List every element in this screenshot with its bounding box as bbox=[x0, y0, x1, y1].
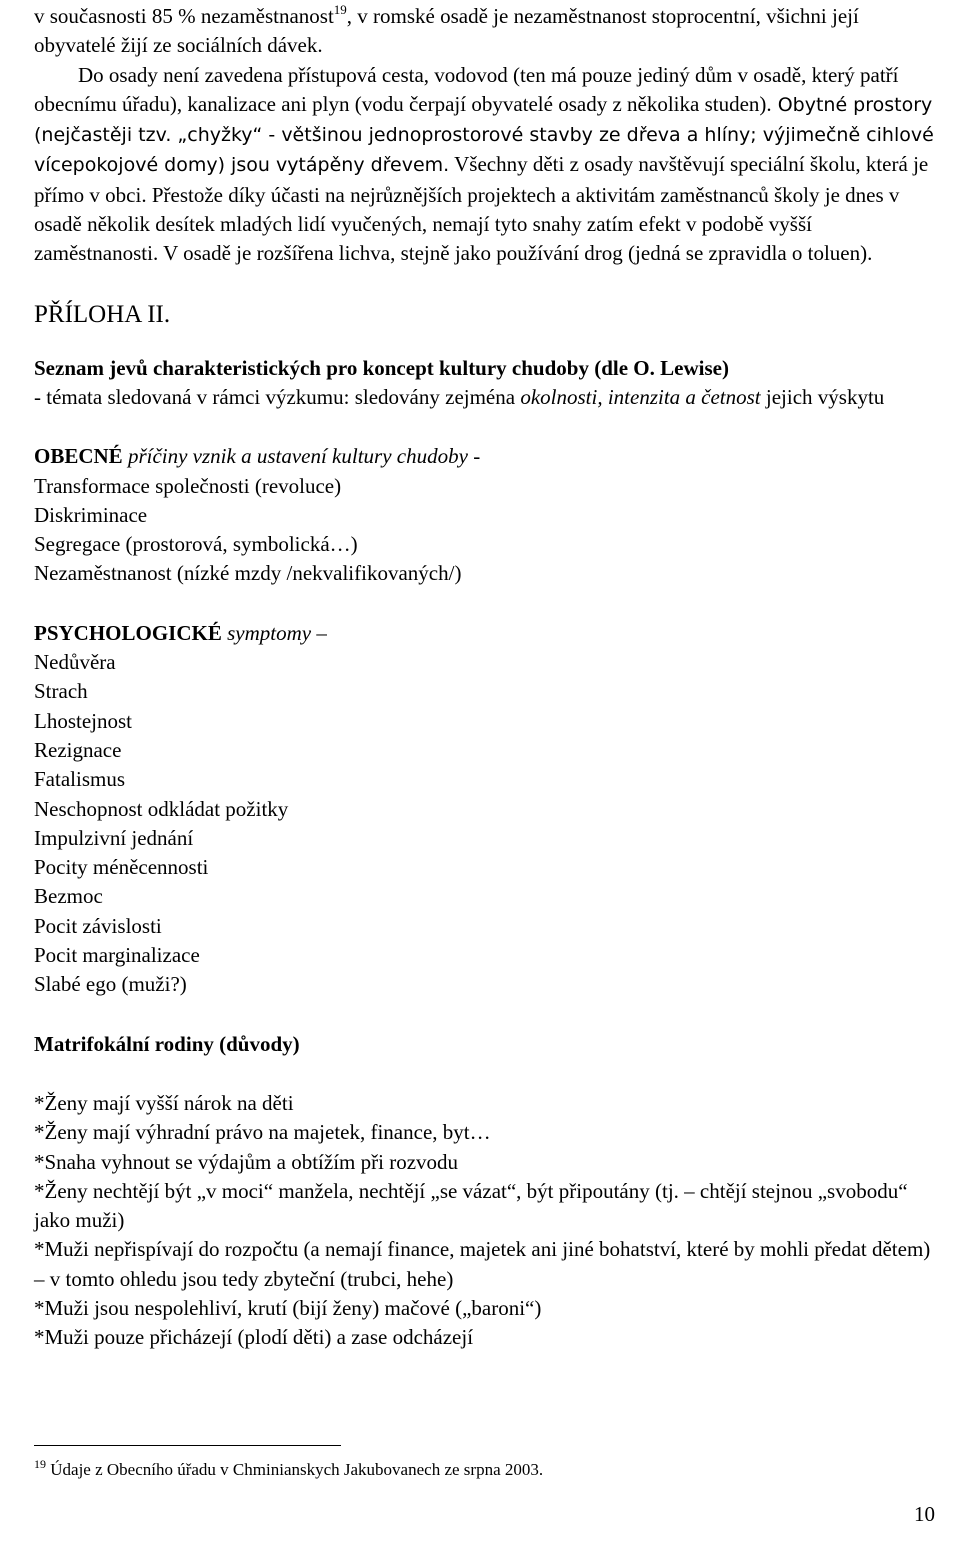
footnote-text: Údaje z Obecního úřadu v Chminianskych Jakubovanech ze srpna 2003. bbox=[46, 1460, 544, 1479]
intro-text-2c: Všechny děti z osady navštěvují speciální školu, která je přímo v obci. bbox=[34, 152, 929, 207]
matrifocal-reasons-list bbox=[34, 1089, 934, 1353]
list-item: Pocit marginalizace bbox=[34, 943, 200, 968]
intro-text-2a: Do osady není zavedena přístupová cesta, vodovod (ten má pouze jediný dům v osadě, který patří obecnímu úřadu), kanalizace ani plyn (vodu čerpají obyvatelé osady z několika studen). bbox=[34, 62, 899, 116]
intro-paragraph-1 bbox=[34, 2, 934, 61]
list-item: *Muži jsou nespolehliví, krutí (bijí ženy) mačové („baroni“) bbox=[34, 1295, 542, 1320]
list-heading: Seznam jevů charakteristických pro koncept kultury chudoby (dle O. Lewise) bbox=[34, 355, 729, 380]
list-item: Strach bbox=[34, 679, 88, 704]
intro-paragraph-2 bbox=[34, 61, 934, 269]
list-item: Diskriminace bbox=[34, 502, 148, 527]
list-item: Bezmoc bbox=[34, 884, 103, 909]
psychological-symptoms-heading bbox=[34, 619, 934, 648]
list-item: Slabé ego (muži?) bbox=[34, 972, 187, 997]
list-item: *Ženy nechtějí být „v moci“ manžela, nechtějí „se vázat“, být připoutány (tj. – chtějí stejnou „svobodu“ jako muži) bbox=[34, 1178, 908, 1233]
psychological-symptoms-list bbox=[34, 648, 934, 1000]
list-item: Impulzivní jednání bbox=[34, 825, 194, 850]
footnote-reference[interactable]: 19 bbox=[333, 2, 347, 17]
list-item: Pocity méněcennosti bbox=[34, 855, 209, 880]
psych-subtitle: symptomy – bbox=[221, 620, 327, 645]
list-item: Neschopnost odkládat požitky bbox=[34, 796, 289, 821]
footnote-divider bbox=[34, 1445, 341, 1446]
list-item: Transformace společnosti (revoluce) bbox=[34, 473, 342, 498]
matrifocal-families-heading: Matrifokální rodiny (důvody) bbox=[34, 1031, 300, 1056]
intro-text-2b: Obytné prostory (nejčastěji tzv. „chyžky“ - většinou jednoprostorové stavby ze dřeva a hlíny; výjimečně cihlové vícepokojové domy) jsou vytápěny dřevem. bbox=[34, 93, 934, 177]
page-number: 10 bbox=[914, 1502, 935, 1526]
topics-text: - témata sledovaná v rámci výzkumu: sledovány zejména bbox=[34, 384, 521, 409]
list-item: Rezignace bbox=[34, 737, 122, 762]
list-item: *Ženy mají vyšší nárok na děti bbox=[34, 1090, 294, 1115]
general-causes-list bbox=[34, 472, 934, 589]
list-item: *Snaha vyhnout se výdajům a obtížím při rozvodu bbox=[34, 1149, 459, 1174]
psych-label: PSYCHOLOGICKÉ bbox=[34, 620, 222, 645]
footnote-number: 19 bbox=[34, 1457, 46, 1471]
list-item: *Muži pouze přicházejí (plodí děti) a zase odcházejí bbox=[34, 1325, 474, 1350]
document-page bbox=[34, 2, 934, 1479]
list-item: Lhostejnost bbox=[34, 708, 132, 733]
list-item: Fatalismus bbox=[34, 767, 126, 792]
intro-text-1b: , v romské osadě je nezaměstnanost stoprocentní, všichni její obyvatelé žijí ze sociálních dávek. bbox=[34, 4, 859, 58]
intro-text-1a: v současnosti 85 % nezaměstnanost bbox=[34, 4, 334, 28]
list-item: Nedůvěra bbox=[34, 650, 116, 675]
general-causes-heading bbox=[34, 442, 934, 471]
general-dash: - bbox=[467, 444, 481, 469]
general-label: OBECNÉ bbox=[34, 444, 123, 469]
list-item: *Ženy mají výhradní právo na majetek, finance, byt… bbox=[34, 1120, 491, 1145]
list-item: Pocit závislosti bbox=[34, 913, 162, 938]
research-topics bbox=[34, 383, 934, 412]
topics-emphasis: okolnosti, intenzita a četnost bbox=[520, 384, 761, 409]
list-item: Nezaměstnanost (nízké mzdy /nekvalifikovaných/) bbox=[34, 561, 462, 586]
appendix-title: PŘÍLOHA II. bbox=[34, 300, 171, 328]
topics-tail: jejich výskytu bbox=[760, 384, 885, 409]
list-item: *Muži nepřispívají do rozpočtu (a nemají finance, majetek ani jiné bohatství, které by mohli předat dětem) – v tomto ohledu jsou tedy zbyteční (trubci, hehe) bbox=[34, 1237, 931, 1291]
intro-text-2d: Přestože díky účasti na nejrůznějších projektech a aktivitám zaměstnanců školy je dnes v osadě několik desítek mladých lidí vyučených, nemají tyto snahy zatím efekt v podobě vyšší zaměstnanosti. V osadě je rozšířena lichva, stejně jako používání drog (jedná se zpravidla o toluen). bbox=[34, 182, 900, 266]
list-item: Segregace (prostorová, symbolická…) bbox=[34, 532, 358, 557]
footnote bbox=[34, 1459, 543, 1481]
general-subtitle: příčiny vznik a ustavení kultury chudoby bbox=[122, 444, 468, 469]
